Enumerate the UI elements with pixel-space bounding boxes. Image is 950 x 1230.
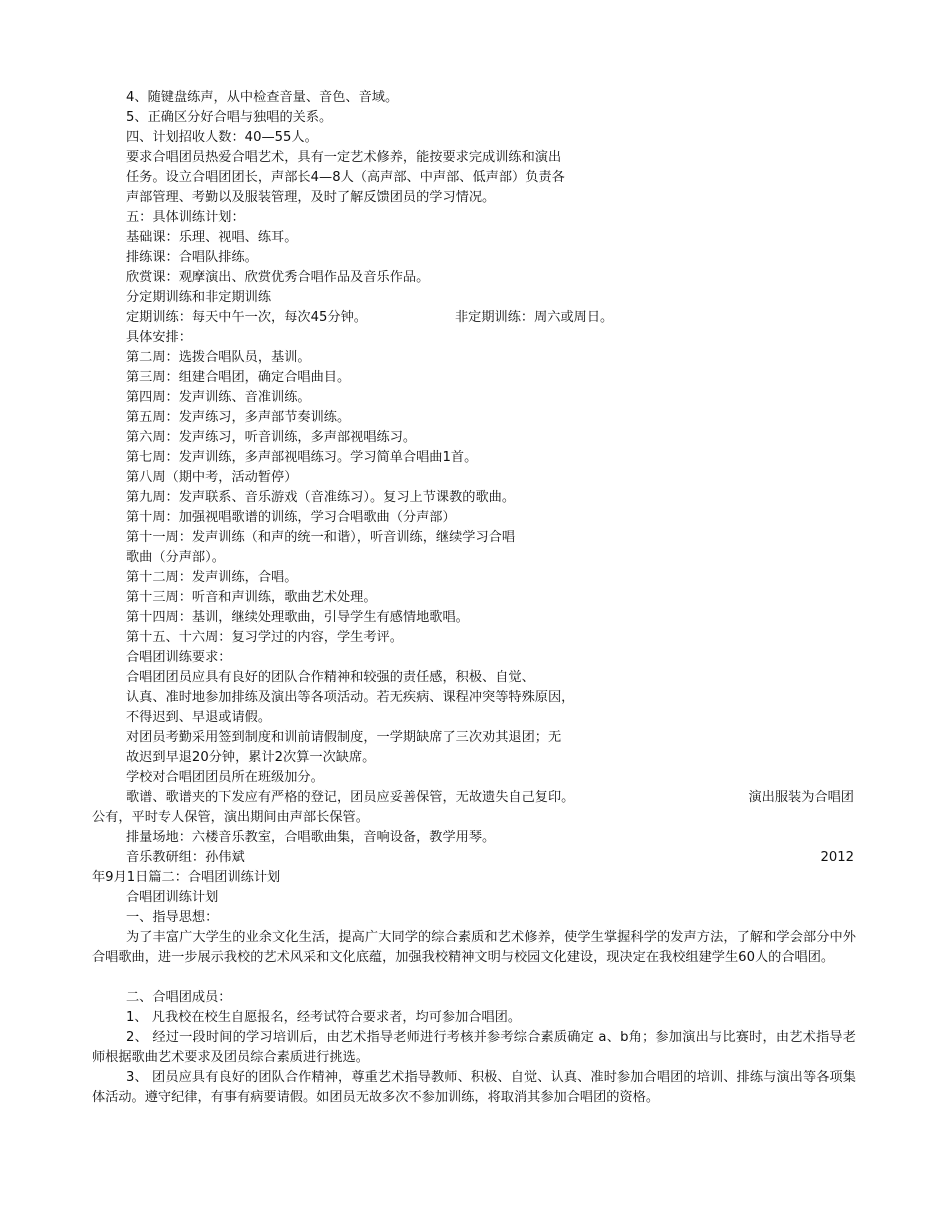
date-year: 2012 xyxy=(820,850,854,865)
schedule-item: 第六周：发声练习，听音训练，多声部视唱练习。 xyxy=(126,430,417,445)
text-line: 非定期训练：周六或周日。 xyxy=(455,310,614,325)
text-line: 声部管理、考勤以及服装管理，及时了解反馈团员的学习情况。 xyxy=(126,190,496,205)
schedule-item: 第十三周：听音和声训练，歌曲艺术处理。 xyxy=(126,590,377,605)
signature-line: 音乐教研组：孙伟斌 xyxy=(126,850,245,865)
section-heading: 四、计划招收人数：40—55人。 xyxy=(126,130,318,145)
text-line: 公有，平时专人保管，演出期间由声部长保管。 xyxy=(92,810,369,825)
text-line: 故迟到早退20分钟，累计2次算一次缺席。 xyxy=(126,750,376,765)
schedule-item: 第十四周：基训，继续处理歌曲，引导学生有感情地歌唱。 xyxy=(126,610,469,625)
paragraph: 1、 凡我校在校生自愿报名，经考试符合要求者，均可参加合唱团。 xyxy=(126,1010,522,1025)
schedule-item: 第四周：发声训练、音准训练。 xyxy=(126,390,311,405)
schedule-item: 第十一周：发声训练（和声的统一和谐），听音训练，继续学习合唱 xyxy=(126,530,516,545)
date-line: 年9月1日篇二：合唱团训练计划 xyxy=(92,870,281,885)
schedule-item: 第十二周：发声训练，合唱。 xyxy=(126,570,298,585)
text-line: 认真、准时地参加排练及演出等各项活动。若无疾病、课程冲突等特殊原因， xyxy=(126,690,575,705)
paragraph: 3、 团员应具有良好的团队合作精神，尊重艺术指导教师、积极、自觉、认真、准时参加合唱团的培训、排练与演出等各项集体活动。遵守纪律，有事有病要请假。如团员无故多次不参加训练，将取消其参加合唱团的资格。 xyxy=(92,1070,856,1105)
schedule-item: 第三周：组建合唱团，确定合唱曲目。 xyxy=(126,370,351,385)
text-line: 欣赏课：观摩演出、欣赏优秀合唱作品及音乐作品。 xyxy=(126,270,430,285)
text-line: 不得迟到、早退或请假。 xyxy=(126,710,272,725)
schedule-item: 第九周：发声联系、音乐游戏（音准练习）。复习上节课教的歌曲。 xyxy=(126,490,516,505)
text-line: 学校对合唱团团员所在班级加分。 xyxy=(126,770,324,785)
text-line: 演出服装为合唱团 xyxy=(748,790,854,805)
text-line: 排练课：合唱队排练。 xyxy=(126,250,258,265)
text-line: 具体安排： xyxy=(126,330,192,345)
section-heading: 五：具体训练计划： xyxy=(126,210,245,225)
text-line: 4、随键盘练声，从中检查音量、音色、音域。 xyxy=(126,90,399,105)
schedule-item: 第七周：发声训练，多声部视唱练习。学习简单合唱曲1首。 xyxy=(126,450,478,465)
text-line: 基础课：乐理、视唱、练耳。 xyxy=(126,230,298,245)
document-title: 合唱团训练计划 xyxy=(126,890,219,905)
schedule-item: 第五周：发声练习，多声部节奏训练。 xyxy=(126,410,351,425)
text-line: 歌谱、歌谱夹的下发应有严格的登记，团员应妥善保管，无故遗失自己复印。 xyxy=(126,790,575,805)
paragraph: 为了丰富广大学生的业余文化生活，提高广大同学的综合素质和艺术修养，使学生掌握科学的发声方法，了解和学会部分中外合唱歌曲，进一步展示我校的艺术风采和文化底蕴，加强我校精神文明与校园文化建设，现决定在我校组建学生60人的合唱团。 xyxy=(92,930,856,965)
text-line: 对团员考勤采用签到制度和训前请假制度，一学期缺席了三次劝其退团；无 xyxy=(126,730,562,745)
text-line: 合唱团团员应具有良好的团队合作精神和较强的责任感，积极、自觉、 xyxy=(126,670,535,685)
text-line: 定期训练：每天中午一次，每次45分钟。 xyxy=(126,310,367,325)
section-heading: 合唱团训练要求： xyxy=(126,650,232,665)
schedule-item: 第二周：选拨合唱队员，基训。 xyxy=(126,350,311,365)
text-line: 5、正确区分好合唱与独唱的关系。 xyxy=(126,110,333,125)
text-line: 排量场地：六楼音乐教室，合唱歌曲集，音响设备，教学用琴。 xyxy=(126,830,496,845)
section-heading: 二、合唱团成员： xyxy=(126,990,232,1005)
section-heading: 一、指导思想： xyxy=(126,910,219,925)
text-line: 分定期训练和非定期训练 xyxy=(126,290,272,305)
text-line: 任务。设立合唱团团长，声部长4—8人（高声部、中声部、低声部）负责各 xyxy=(126,170,565,185)
paragraph: 2、 经过一段时间的学习培训后，由艺术指导老师进行考核并参考综合素质确定 a、b角；参加演出与比赛时，由艺术指导老师根据歌曲艺术要求及团员综合素质进行挑选。 xyxy=(92,1030,856,1065)
schedule-item: 第十周：加强视唱歌谱的训练，学习合唱歌曲（分声部） xyxy=(126,510,456,525)
schedule-item: 第八周（期中考，活动暂停） xyxy=(126,470,298,485)
text-line: 要求合唱团员热爱合唱艺术，具有一定艺术修养，能按要求完成训练和演出 xyxy=(126,150,562,165)
schedule-item: 第十五、十六周：复习学过的内容，学生考评。 xyxy=(126,630,403,645)
text-line: 歌曲（分声部）。 xyxy=(126,550,225,565)
